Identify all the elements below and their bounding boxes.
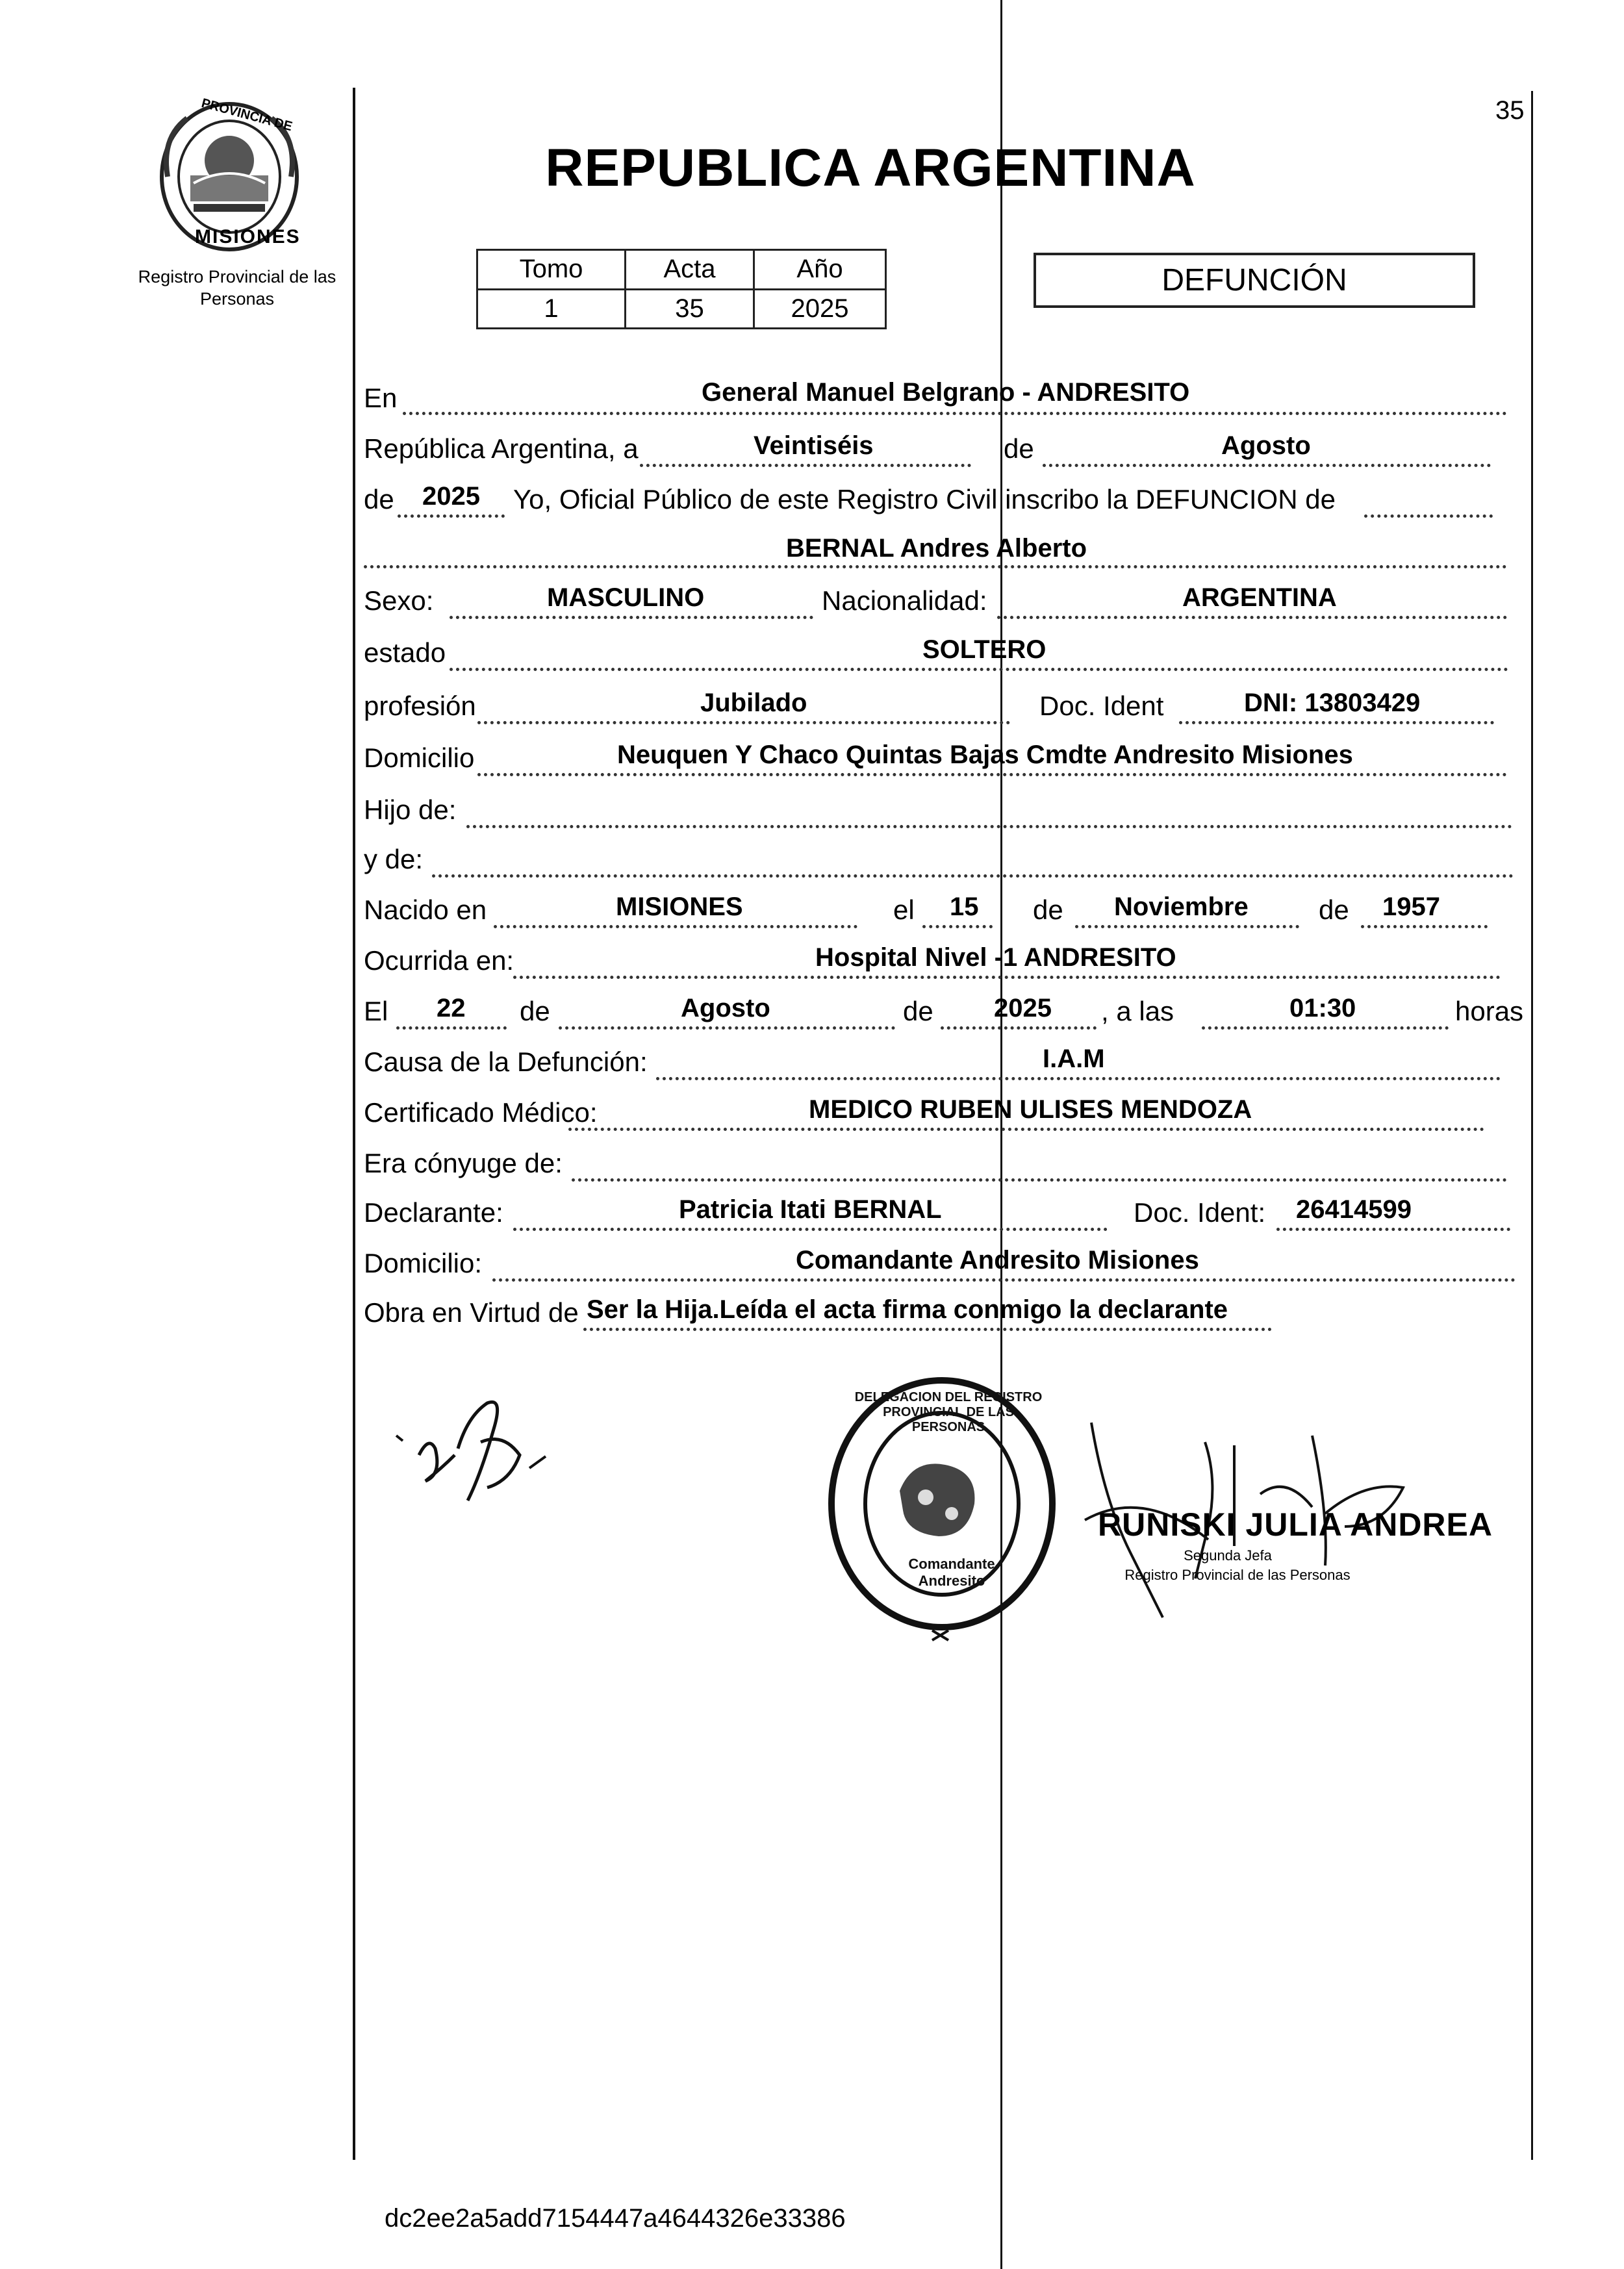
nacionalidad-line bbox=[997, 616, 1507, 619]
conyuge-label: Era cónyuge de: bbox=[364, 1148, 563, 1178]
doc-ident2-value: 26414599 bbox=[1296, 1195, 1412, 1224]
nac-de-label: de bbox=[1033, 894, 1063, 925]
province-logo bbox=[155, 95, 304, 255]
nac-dia-line bbox=[922, 925, 993, 928]
def-anio-line bbox=[941, 1026, 1097, 1030]
left-margin-rule bbox=[353, 88, 355, 2160]
document-hash: dc2ee2a5add7154447a4644326e33386 bbox=[385, 2204, 846, 2233]
horas-label: horas bbox=[1455, 996, 1524, 1026]
header-anio: Año bbox=[754, 250, 886, 290]
en-label: En bbox=[364, 383, 398, 413]
official-role: Segunda Jefa bbox=[1184, 1547, 1272, 1564]
obra-line bbox=[583, 1328, 1272, 1331]
def-anio-value: 2025 bbox=[994, 994, 1052, 1022]
nacido-value: MISIONES bbox=[616, 893, 743, 921]
causa-value: I.A.M bbox=[1043, 1045, 1105, 1073]
doc-ident-line bbox=[1179, 721, 1494, 724]
estado-value: SOLTERO bbox=[922, 635, 1047, 664]
ocurrida-label: Ocurrida en: bbox=[364, 945, 514, 976]
nacido-line bbox=[494, 925, 857, 928]
table-value-row bbox=[477, 289, 886, 329]
nac-anio-line bbox=[1361, 925, 1488, 928]
declarant-signature bbox=[390, 1377, 559, 1520]
certificado-value: MEDICO RUBEN ULISES MENDOZA bbox=[809, 1095, 1252, 1124]
page-number: 35 bbox=[1495, 96, 1525, 125]
certificado-line bbox=[568, 1128, 1484, 1131]
nac-de2-label: de bbox=[1319, 894, 1349, 925]
estado-line bbox=[450, 668, 1508, 671]
causa-label: Causa de la Defunción: bbox=[364, 1046, 648, 1077]
conyuge-line bbox=[572, 1178, 1507, 1182]
nombre-line bbox=[364, 565, 1507, 568]
hora-line bbox=[1202, 1026, 1449, 1030]
seal-inner-text: Comandante Andresito bbox=[908, 1556, 995, 1589]
oficial-text: Yo, Oficial Público de este Registro Civil inscribo la DEFUNCION de bbox=[513, 484, 1336, 514]
mes-value: Agosto bbox=[1221, 431, 1311, 460]
yde-label: y de: bbox=[364, 844, 424, 874]
logo-bottom-text: MISIONES bbox=[195, 226, 301, 247]
domicilio2-value: Comandante Andresito Misiones bbox=[796, 1246, 1199, 1274]
handwritten-signature-icon bbox=[390, 1377, 559, 1520]
official-institution: Registro Provincial de las Personas bbox=[1124, 1567, 1351, 1583]
registry-name: Registro Provincial de las Personas bbox=[138, 267, 336, 309]
def-dia-value: 22 bbox=[437, 994, 466, 1022]
yde-line bbox=[432, 874, 1514, 878]
anio-line bbox=[398, 514, 505, 518]
def-mes-value: Agosto bbox=[681, 994, 770, 1022]
hijo-label: Hijo de: bbox=[364, 794, 457, 825]
def-dia-line bbox=[396, 1026, 507, 1030]
hora-value: 01:30 bbox=[1289, 994, 1356, 1022]
def-de-label: de bbox=[520, 996, 550, 1026]
value-tomo: 1 bbox=[477, 289, 626, 329]
domicilio2-label: Domicilio: bbox=[364, 1248, 483, 1278]
header-tomo: Tomo bbox=[477, 250, 626, 290]
declarante-line bbox=[513, 1228, 1108, 1231]
obra-value: Ser la Hija.Leída el acta firma conmigo la declarante bbox=[587, 1295, 1228, 1324]
nac-anio-value: 1957 bbox=[1382, 893, 1440, 921]
doc-ident2-label: Doc. Ident: bbox=[1134, 1197, 1266, 1228]
official-name: RUNISKI JULIA ANDREA bbox=[1098, 1506, 1493, 1543]
nac-dia-value: 15 bbox=[950, 893, 979, 921]
sexo-value: MASCULINO bbox=[547, 583, 705, 612]
de-anio-label: de bbox=[364, 484, 394, 514]
sexo-label: Sexo: bbox=[364, 585, 434, 616]
ocurrida-line bbox=[513, 976, 1501, 979]
table-header-row bbox=[477, 250, 886, 290]
profesion-label: profesión bbox=[364, 691, 476, 721]
value-anio: 2025 bbox=[754, 289, 886, 329]
republica-label: República Argentina, a bbox=[364, 433, 639, 464]
sexo-line-2 bbox=[450, 616, 813, 619]
de-label: de bbox=[1004, 433, 1034, 464]
estado-label: estado bbox=[364, 637, 446, 668]
a-las-label: , a las bbox=[1101, 996, 1174, 1026]
doc-ident-label: Doc. Ident bbox=[1039, 691, 1164, 721]
header-acta: Acta bbox=[626, 250, 754, 290]
fold-line bbox=[1000, 0, 1002, 2269]
right-margin-rule bbox=[1531, 91, 1533, 2160]
seal-outer-text: DELEGACION DEL REGISTRO PROVINCIAL DE LAS PERSONAS bbox=[854, 1390, 1043, 1434]
nac-mes-line bbox=[1075, 925, 1299, 928]
profesion-line bbox=[477, 721, 1010, 724]
def-de2-label: de bbox=[903, 996, 933, 1026]
ocurrida-value: Hospital Nivel -1 ANDRESITO bbox=[815, 943, 1176, 972]
nac-mes-value: Noviembre bbox=[1114, 893, 1249, 921]
domicilio2-line bbox=[492, 1278, 1516, 1282]
obra-label: Obra en Virtud de bbox=[364, 1297, 579, 1328]
causa-line bbox=[656, 1077, 1501, 1080]
domicilio-line bbox=[477, 773, 1507, 776]
profesion-value: Jubilado bbox=[700, 689, 807, 717]
nacido-label: Nacido en bbox=[364, 894, 487, 925]
doc-ident-value: DNI: 13803429 bbox=[1244, 689, 1421, 717]
en-line bbox=[403, 412, 1507, 415]
page-title: REPUBLICA ARGENTINA bbox=[545, 138, 1196, 197]
nacionalidad-value: ARGENTINA bbox=[1182, 583, 1337, 612]
declarante-value: Patricia Itati BERNAL bbox=[679, 1195, 942, 1224]
oficial-line bbox=[1364, 514, 1493, 518]
def-mes-line bbox=[559, 1026, 895, 1030]
domicilio-label: Domicilio bbox=[364, 742, 475, 773]
mes-line bbox=[1043, 464, 1491, 467]
dia-line bbox=[640, 464, 971, 467]
certificado-label: Certificado Médico: bbox=[364, 1097, 598, 1128]
el-label: el bbox=[893, 894, 915, 925]
declarante-label: Declarante: bbox=[364, 1197, 503, 1228]
doc-ident2-line bbox=[1276, 1228, 1510, 1231]
tomo-acta-anio-table bbox=[476, 249, 887, 329]
logo-top-text: PROVINCIA DE bbox=[199, 95, 294, 134]
value-acta: 35 bbox=[626, 289, 754, 329]
el2-label: El bbox=[364, 996, 388, 1026]
hijo-line bbox=[466, 825, 1512, 828]
anio-value: 2025 bbox=[422, 482, 480, 511]
document-type-box: DEFUNCIÓN bbox=[1034, 253, 1475, 308]
en-value: General Manuel Belgrano - ANDRESITO bbox=[702, 378, 1190, 407]
dia-value: Veintiséis bbox=[754, 431, 874, 460]
nacionalidad-label: Nacionalidad: bbox=[822, 585, 987, 616]
domicilio-value: Neuquen Y Chaco Quintas Bajas Cmdte Andresito Misiones bbox=[617, 741, 1353, 769]
deceased-name: BERNAL Andres Alberto bbox=[786, 534, 1087, 563]
